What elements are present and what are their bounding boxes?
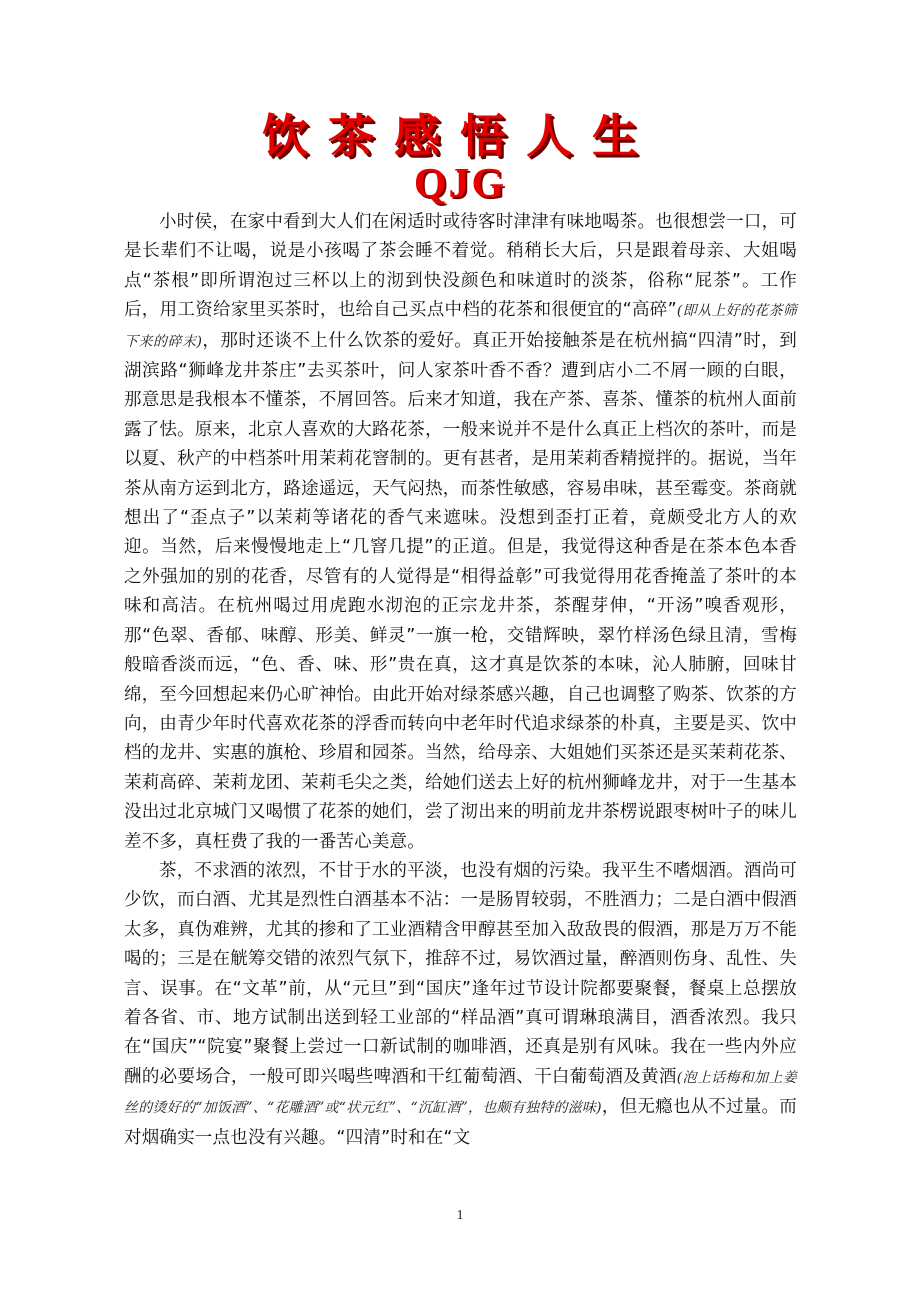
paragraph-text: 小时侯，在家中看到大人们在闲适时或待客时津津有味地喝茶。也很想尝一口，可是长辈们不让喝，说是小孩喝了茶会睡不着觉。稍稍长大后，只是跟着母亲、大姐喝点“茶根”即所谓泡过三杯以上的沏到快没颜色和味道时的淡茶，俗称“屁茶”。工作后，用工资给家里买茶时，也给自己买点中档的花茶和很便宜的“高碎” xyxy=(124,212,797,321)
paragraph-text: ，但无瘾也从不过量。而对烟确实一点也没有兴趣。“四清”时和在“文 xyxy=(124,1097,797,1148)
paragraph-note: (即从上好的花茶筛下来的碎末) xyxy=(124,303,797,350)
paragraph-text: 茶，不求酒的浓烈，不甘于水的平淡，也没有烟的污染。我平生不嗜烟酒。酒尚可少饮，而白酒、尤其是烈性白酒基本不沾：一是肠胃较弱，不胜酒力；二是白酒中假酒太多，真伪难辨，尤其的掺和了工业酒精含甲醇甚至加入敌敌畏的假酒，那是万万不能喝的；三是在觥筹交错的浓烈气氛下，推辞不过，易饮酒过量，醉酒则伤身、乱性、失言、误事。在“文革”前，从“元旦”到“国庆”逢年过节设计院都要聚餐，餐桌上总摆放着各省、市、地方试制出送到轻工业部的“样品酒”真可谓琳琅满目，酒香浓烈。我只在“国庆”“院宴”聚餐上尝过一口新试制的咖啡酒，还真是别有风味。我在一些内外应酬的必要场合，一般可即兴喝些啤酒和干红葡萄酒、干白葡萄酒及黄酒 xyxy=(124,860,797,1087)
document-body xyxy=(124,208,797,1153)
paragraph-text: ，那时还谈不上什么饮茶的爱好。真正开始接触茶是在杭州搞“四清”时，到湖滨路“狮峰龙井茶庄”去买茶叶，问人家茶叶香不香？遭到店小二不屑一顾的白眼，那意思是我根本不懂茶，不屑回答。后来才知道，我在产茶、喜茶、懂茶的杭州人面前露了怯。原来，北京人喜欢的大路花茶，一般来说并不是什么真正上档次的茶叶，而是以夏、秋产的中档茶叶用茉莉花窨制的。更有甚者，是用茉莉香精搅拌的。据说，当年茶从南方运到北方，路途遥远，天气闷热，而茶性敏感，容易串味，甚至霉变。茶商就想出了“歪点子”以茉莉等诸花的香气来遮味。没想到歪打正着，竟颇受北方人的欢迎。当然，后来慢慢地走上“几窨几提”的正道。但是，我觉得这种香是在茶本色本香之外强加的别的花香，尽管有的人觉得是“相得益彰”可我觉得用花香掩盖了茶叶的本味和高洁。在杭州喝过用虎跑水沏泡的正宗龙井茶，茶醒芽伸，“开汤”嗅香观形，那“色翠、香郁、味醇、形美、鲜灵”一旗一枪，交错辉映，翠竹样汤色绿且清，雪梅般暗香淡而远，“色、香、味、形”贵在真，这才真是饮茶的本味，沁人肺腑，回味甘绵，至今回想起来仍心旷神怡。由此开始对绿茶感兴趣，自己也调整了购茶、饮茶的方向，由青少年时代喜欢花茶的浮香而转向中老年时代追求绿茶的朴真，主要是买、饮中档的龙井、实惠的旗枪、珍眉和园茶。当然，给母亲、大姐她们买茶还是买茉莉花茶、茉莉高碎、茉莉龙团、茉莉毛尖之类，给她们送去上好的杭州狮峰龙井，对于一生基本没出过北京城门又喝惯了花茶的她们，尝了沏出来的明前龙井茶楞说跟枣树叶子的味儿差不多，真枉费了我的一番苦心美意。 xyxy=(124,330,797,852)
paragraph xyxy=(124,208,797,857)
paragraph xyxy=(124,857,797,1153)
document-author: QJG xyxy=(413,161,507,207)
page-number: 1 xyxy=(456,1208,464,1223)
paragraph-note: (泡上话梅和加上姜丝的烫好的“加饭酒”、“花雕酒”或“状元红”、“沉缸酒”，也颇有独特的滋味) xyxy=(124,1069,797,1117)
document-title: 饮茶感悟人生 xyxy=(262,109,658,163)
